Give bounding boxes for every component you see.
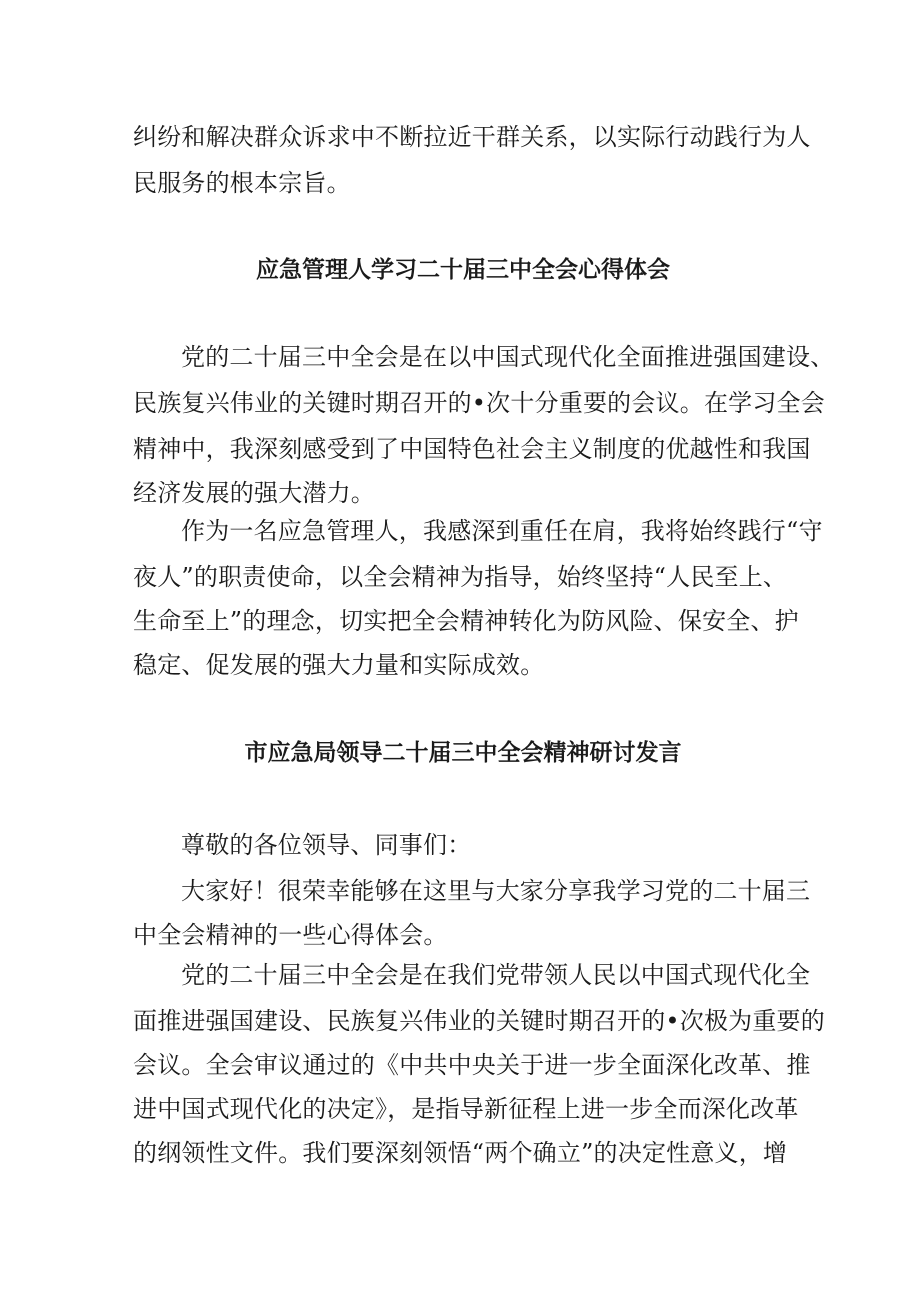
section-1-p1-line-2: 民族复兴伟业的关键时期召开的•次十分重要的会议。在学习全会: [133, 389, 825, 417]
section-2-p2-line-4: 进中国式现代化的决定》，是指导新征程上进一步全而深化改革: [133, 1095, 799, 1123]
intro-line-1: 纠纷和解决群众诉求中不断拉近干群关系，以实际行动践行为人: [133, 123, 811, 151]
section-1-title: 应急管理人学习二十届三中全会心得体会: [256, 257, 670, 283]
section-2-p2-line-3: 会议。全会审议通过的《中共中央关于进一步全面深化改革、推: [133, 1051, 811, 1079]
section-2-title: 市应急局领导二十届三中全会精神研讨发言: [244, 740, 682, 766]
section-1-p2-line-4: 稳定、促发展的强大力量和实际成效。: [133, 651, 545, 679]
section-1-p2-line-2: 夜人”的职责使命，以全会精神为指导，始终坚持“人民至上、: [133, 563, 788, 591]
salutation: 尊敬的各位领导、同事们：: [181, 831, 472, 859]
section-2-p1-line-2: 中全会精神的一些心得体会。: [133, 921, 448, 949]
section-2-p2-line-2: 面推进强国建设、民族复兴伟业的关键时期召开的•次极为重要的: [133, 1007, 825, 1035]
section-1-p1-line-4: 经济发展的强大潜力。: [133, 479, 375, 507]
section-1-p2-line-1: 作为一名应急管理人，我感深到重任在肩，我将始终践行“守: [181, 517, 823, 545]
section-1-p1-line-1: 党的二十届三中全会是在以中国式现代化全面推进强国建设、: [181, 343, 835, 371]
section-2-p2-line-5: 的纲领性文件。我们要深刻领悟“两个确立”的决定性意义，增: [133, 1139, 788, 1167]
section-2-p2-line-1: 党的二十届三中全会是在我们党带领人民以中国式现代化全: [181, 961, 811, 989]
section-1-p1-line-3: 精神中，我深刻感受到了中国特色社会主义制度的优越性和我国: [133, 435, 811, 463]
section-2-p1-line-1: 大家好！很荣幸能够在这里与大家分享我学习党的二十届三: [181, 877, 811, 905]
section-1-p2-line-3: 生命至上”的理念，切实把全会精神转化为防风险、保安全、护: [133, 607, 799, 635]
intro-line-2: 民服务的根本宗旨。: [133, 169, 351, 197]
